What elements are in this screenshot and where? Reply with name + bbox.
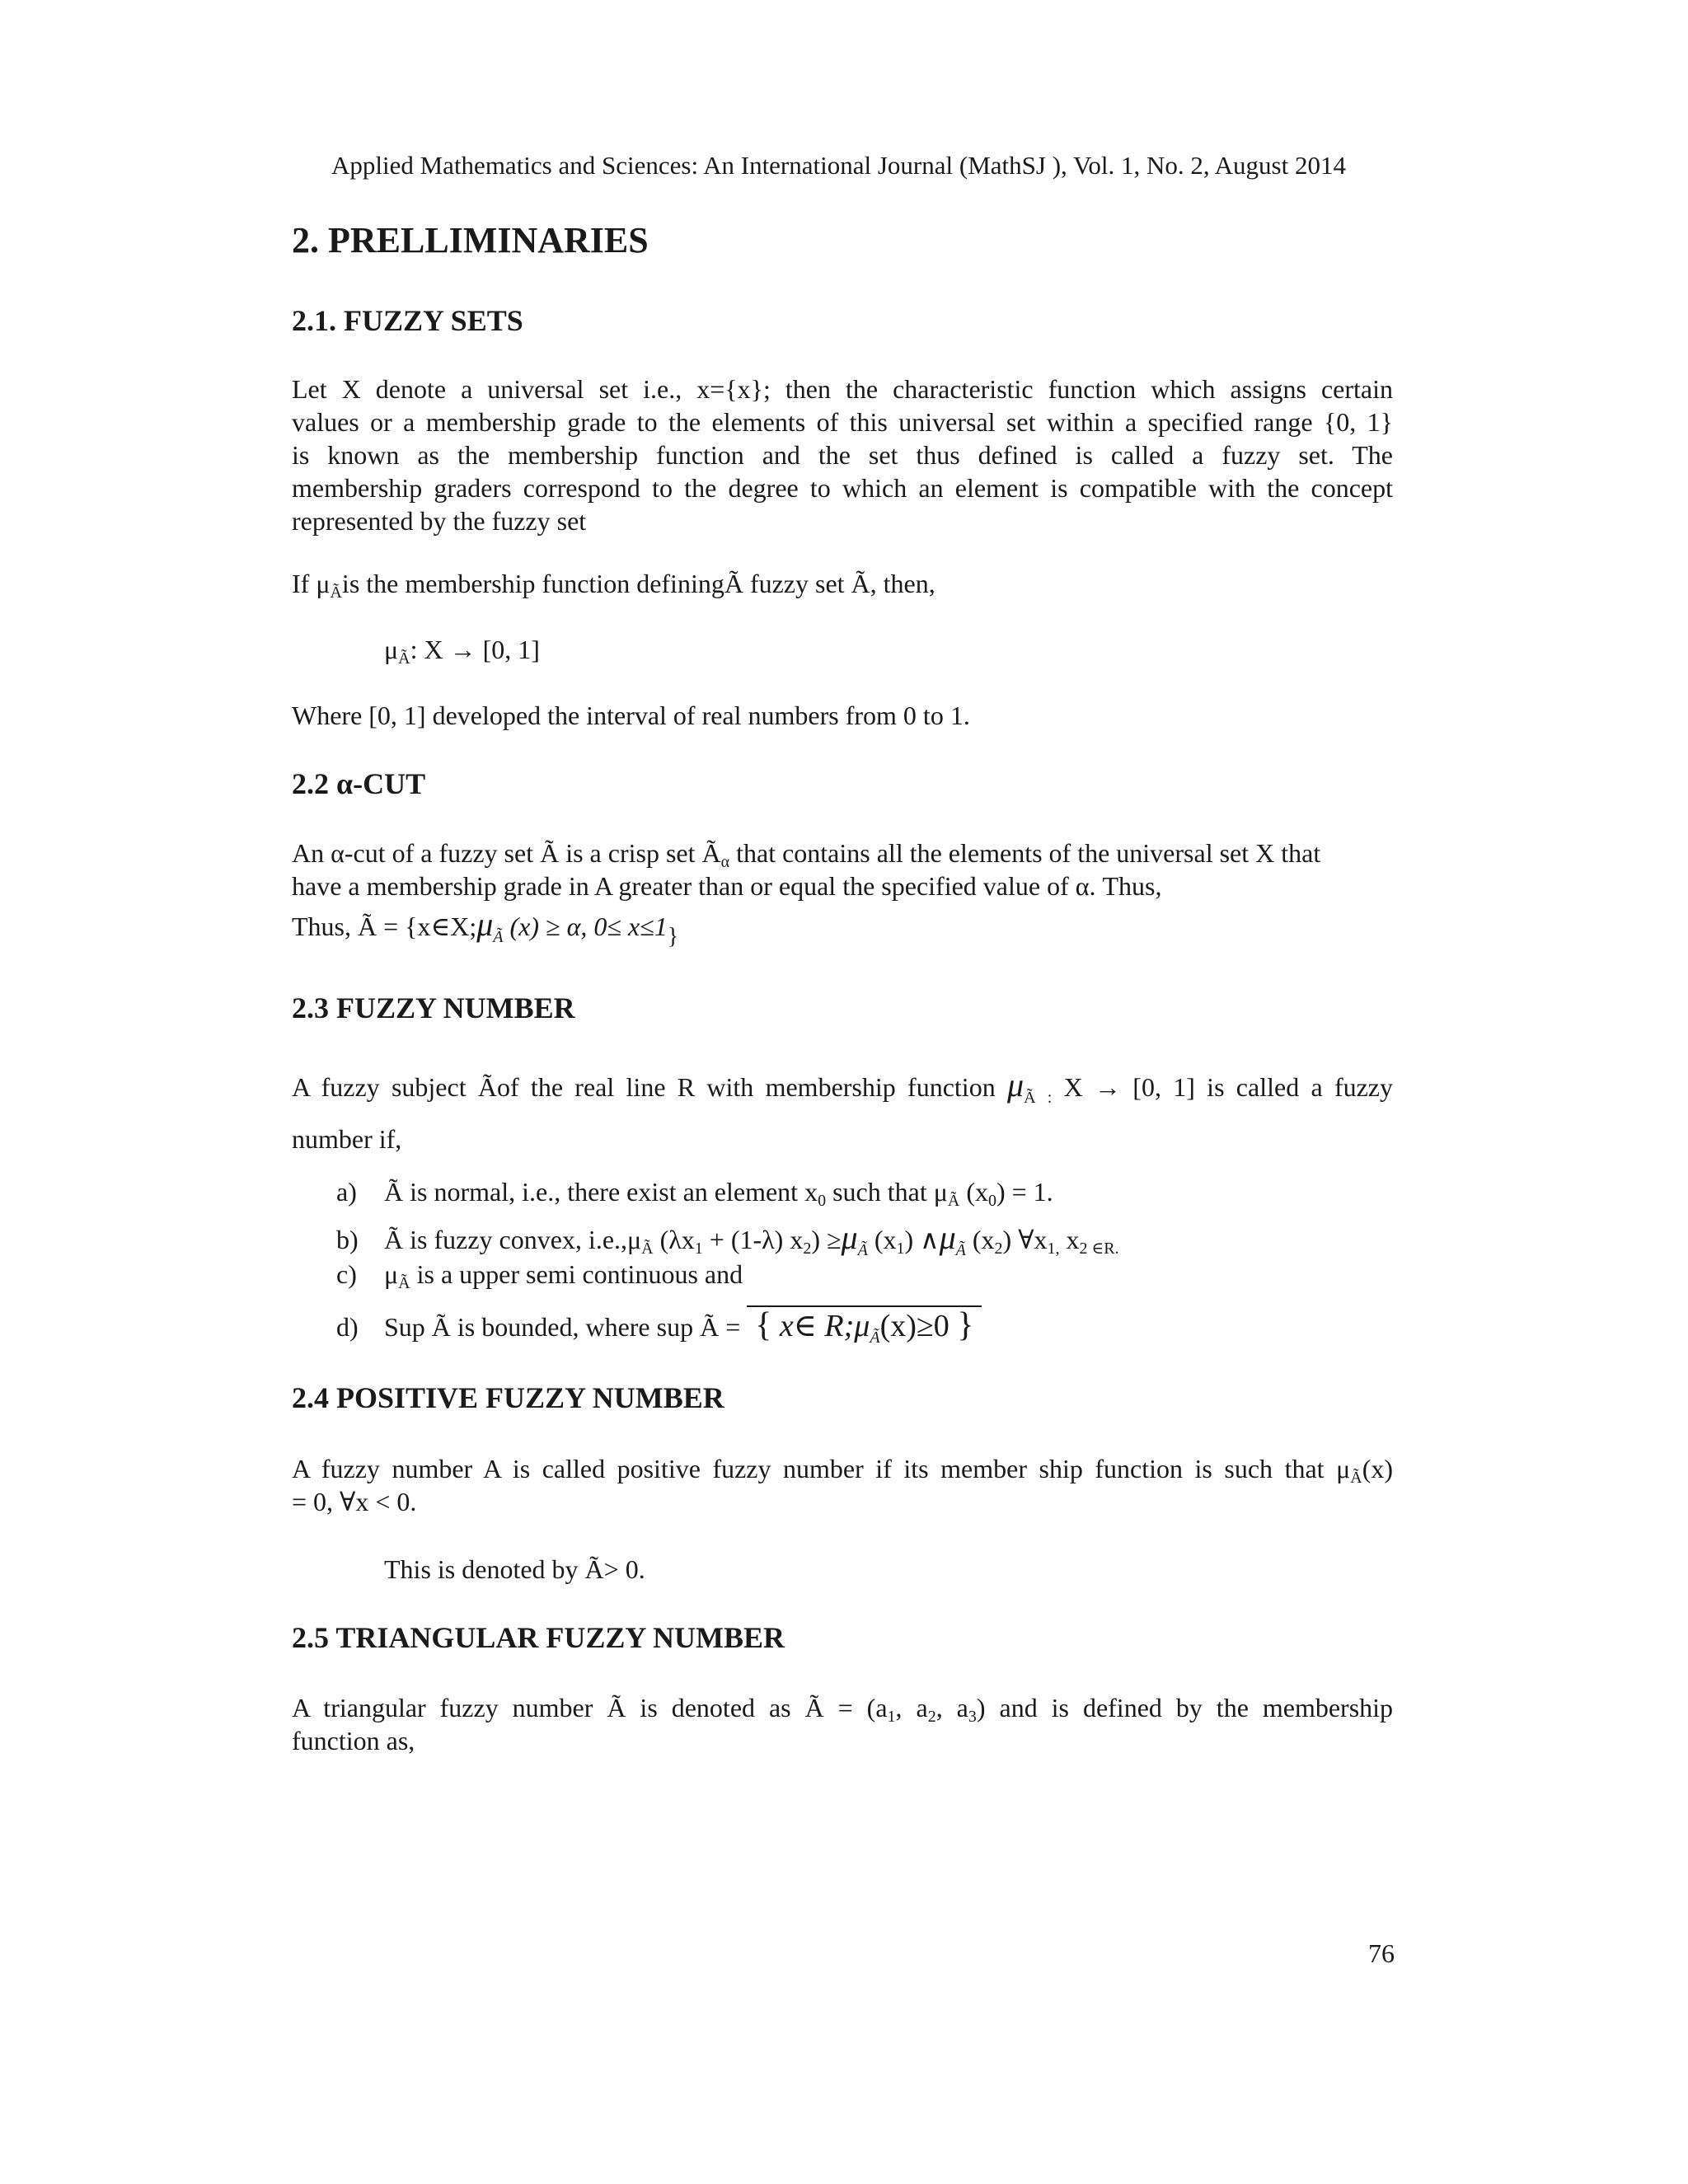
text-segment: x (1059, 1225, 1080, 1254)
text-segment: Ã is fuzzy convex, i.e.,μ (384, 1225, 642, 1254)
mu-symbol: μ (384, 635, 399, 664)
subscript: Ã (955, 1241, 966, 1259)
text-line: number if, (292, 1124, 402, 1154)
subscript: Ã (947, 1192, 960, 1210)
text-line (292, 1065, 1393, 1118)
subscript: Ã (398, 1274, 410, 1292)
interval-note: Where [0, 1] developed the interval of real numbers from 0 to 1. (292, 701, 970, 730)
heading-triangular-fuzzy-number: 2.5 TRIANGULAR FUZZY NUMBER (292, 1621, 785, 1654)
subscript: 1 (694, 1240, 703, 1258)
text-segment: ) ∀x (1002, 1225, 1048, 1254)
text-line: = 0, ∀x < 0. (292, 1487, 417, 1516)
subscript: 1, (1047, 1240, 1060, 1258)
item-label: d) (336, 1312, 359, 1342)
text-line: have a membership grade in A greater than or equal the specified value of α. Thus, (292, 871, 1162, 901)
open-brace: { (755, 1306, 772, 1344)
mu-symbol: μ (841, 1219, 858, 1256)
subscript: 1 (887, 1708, 896, 1726)
support-set (747, 1305, 982, 1356)
subscript: Ã (641, 1240, 654, 1258)
text-segment: ) ∧ (904, 1225, 940, 1254)
subscript: 2 (994, 1240, 1003, 1258)
heading-fuzzy-sets: 2.1. FUZZY SETS (292, 304, 523, 337)
text-segment: A triangular fuzzy number Ã is denoted as Ã = (a (292, 1693, 888, 1722)
subscript: Ã (493, 928, 504, 946)
text-segment: is a upper semi continuous and (410, 1259, 743, 1289)
subscript: Ã (398, 649, 410, 668)
fuzzy-number-paragraph (292, 1065, 1393, 1160)
definition-text-b: is the membership function definingÃ fuzzy set Ã, then, (341, 569, 935, 598)
text-segment: A fuzzy number A is called positive fuzzy number if its member ship function is such that μ (292, 1454, 1351, 1483)
text-segment: (x (867, 1225, 897, 1254)
close-brace: } (957, 1306, 974, 1344)
close-brace: } (667, 924, 679, 949)
condition-d (336, 1305, 982, 1356)
formula-condition: (x) ≥ α, 0≤ x≤1 (503, 912, 668, 941)
text-segment: , a (895, 1693, 928, 1722)
text-segment: Sup Ã is bounded, where sup Ã = (384, 1312, 741, 1342)
text-line: Let X denote a universal set i.e., x={x}; then the characteristic function which assigns certain (292, 374, 1393, 404)
definition-text-a: If μ (292, 569, 331, 598)
text-segment: Ã is normal, i.e., there exist an element x (384, 1177, 818, 1207)
text-segment: that contains all the elements of the universal set X that (729, 838, 1321, 868)
colon: : (1047, 1089, 1053, 1107)
subscript: Ã (330, 583, 342, 602)
set-text: (x)≥0 (879, 1309, 950, 1343)
subscript: 2 (927, 1708, 936, 1726)
condition-c (336, 1259, 743, 1290)
subscript: Ã (1024, 1089, 1036, 1107)
item-label: b) (336, 1225, 359, 1254)
membership-mapping (384, 633, 540, 666)
membership-definition (292, 567, 1393, 600)
positive-denotation: This is denoted by Ã> 0. (384, 1554, 645, 1584)
positive-fuzzy-paragraph (292, 1452, 1393, 1518)
subscript: 2 ∈R. (1079, 1240, 1119, 1258)
text-line (292, 1691, 1393, 1724)
subscript: 1 (896, 1240, 905, 1258)
mu-symbol: μ (854, 1309, 870, 1343)
subscript: Ã (1350, 1469, 1362, 1487)
condition-b (336, 1218, 1119, 1260)
fuzzy-sets-paragraph (292, 373, 1393, 537)
mapping-text: : X → [0, 1] (410, 635, 540, 664)
text-line: represented by the fuzzy set (292, 506, 587, 536)
text-segment: A fuzzy subject Ãof the real line R with membership function (292, 1072, 996, 1102)
page-number: 76 (1368, 1938, 1395, 1968)
formula-text: Thus, Ã = {x∈X; (292, 912, 477, 941)
running-header: Applied Mathematics and Sciences: An International Journal (MathSJ ), Vol. 1, No. 2, August 2014 (331, 151, 1346, 180)
item-label: a) (336, 1177, 357, 1207)
heading-positive-fuzzy-number: 2.4 POSITIVE FUZZY NUMBER (292, 1381, 724, 1414)
subscript: Ã (857, 1241, 868, 1259)
mu-symbol: μ (476, 906, 494, 943)
set-text: x∈ R; (779, 1309, 855, 1343)
mu-symbol: μ (939, 1219, 956, 1256)
text-segment: An α-cut of a fuzzy set Ã is a crisp set Ã (292, 838, 721, 868)
text-segment: ) = 1. (996, 1177, 1053, 1207)
alpha-cut-formula (292, 908, 1393, 954)
text-segment: (x (959, 1177, 988, 1207)
text-segment: X → [0, 1] is called a fuzzy (1063, 1072, 1394, 1102)
mu-symbol: μ (384, 1259, 399, 1289)
text-line: is known as the membership function and the set thus defined is called a fuzzy set. The (292, 440, 1393, 470)
text-segment: (λx (653, 1225, 695, 1254)
text-segment: + (1-λ) x (702, 1225, 804, 1254)
heading-alpha-cut: 2.2 α-CUT (292, 767, 426, 800)
text-line (292, 1452, 1393, 1485)
alpha-cut-paragraph (292, 837, 1393, 902)
text-line: membership graders correspond to the degree to which an element is compatible with the concept (292, 473, 1393, 503)
text-line: values or a membership grade to the elements of this universal set within a specified range {0, 1} (292, 407, 1393, 437)
text-segment: , a (935, 1693, 968, 1722)
triangular-paragraph (292, 1691, 1393, 1757)
condition-a (336, 1177, 1053, 1210)
subscript: 0 (818, 1192, 827, 1210)
text-line: function as, (292, 1726, 415, 1755)
subscript: α (720, 853, 730, 871)
text-segment: ) ≥ (811, 1225, 842, 1254)
subscript: Ã (870, 1329, 880, 1347)
text-segment: (x (965, 1225, 995, 1254)
text-segment: (x) (1362, 1454, 1393, 1483)
text-segment: such that μ (826, 1177, 948, 1207)
item-label: c) (336, 1259, 357, 1289)
heading-fuzzy-number: 2.3 FUZZY NUMBER (292, 991, 575, 1024)
text-segment: ) and is defined by the membership (976, 1693, 1394, 1722)
text-line (292, 837, 1393, 869)
subscript: 3 (968, 1708, 977, 1726)
subscript: 0 (987, 1192, 996, 1210)
section-title: 2. PRELLIMINARIES (292, 220, 649, 260)
subscript: 2 (803, 1240, 812, 1258)
mu-symbol: μ (1006, 1066, 1025, 1104)
